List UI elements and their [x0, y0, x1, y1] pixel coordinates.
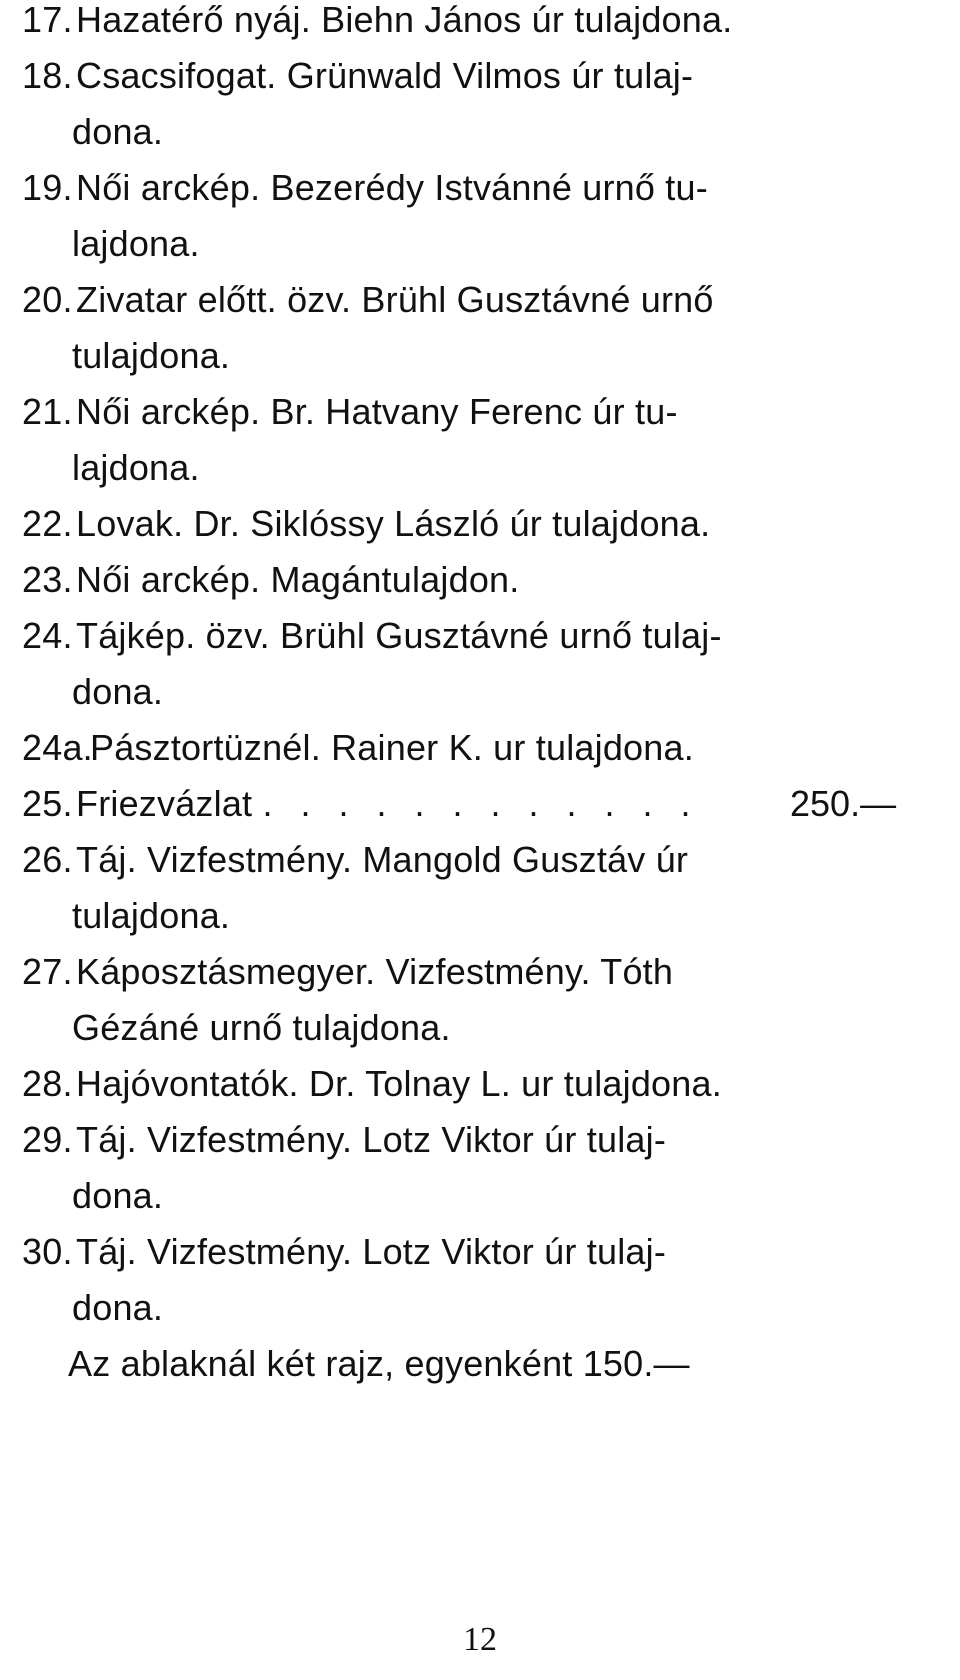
entry-27-continuation [22, 1006, 451, 1050]
entry-text-continued: tulajdona. [72, 895, 231, 936]
entry-30 [22, 1230, 666, 1274]
entry-text: Táj. Vizfestmény. Lotz Viktor úr tulaj- [76, 1231, 667, 1272]
entry-text-continued: dona. [72, 111, 164, 152]
entry-28 [22, 1062, 722, 1106]
entry-number: 28. [22, 1063, 73, 1104]
entry-21 [22, 390, 678, 434]
entry-text: Tájkép. özv. Brühl Gusztávné urnő tulaj- [76, 615, 722, 656]
entry-24-continuation [22, 670, 163, 714]
entry-number: 30. [22, 1231, 73, 1272]
entry-text: Káposztásmegyer. Vizfestmény. Tóth [76, 951, 674, 992]
entry-20-continuation [22, 334, 230, 378]
entry-text: Hajóvontatók. Dr. Tolnay L. ur tulajdona. [76, 1063, 722, 1104]
entry-text: Női arckép. Br. Hatvany Ferenc úr tu- [76, 391, 678, 432]
entry-number: 18. [22, 55, 73, 96]
entry-25 [22, 782, 700, 826]
entry-26 [22, 838, 688, 882]
entry-25-price: 250.— [790, 783, 897, 824]
entry-number: 26. [22, 839, 73, 880]
entry-30-continuation [22, 1286, 163, 1330]
entry-18-continuation [22, 110, 163, 154]
entry-text: Női arckép. Bezerédy Istvánné urnő tu- [76, 167, 708, 208]
entry-text-continued: dona. [72, 671, 164, 712]
entry-number: 21. [22, 391, 73, 432]
entry-29-continuation [22, 1174, 163, 1218]
entry-number: 24. [22, 615, 73, 656]
entry-text-continued: lajdona. [72, 223, 200, 264]
entry-27 [22, 950, 673, 994]
entry-text: Zivatar előtt. özv. Brühl Gusztávné urnő [76, 279, 714, 320]
entry-text: Csacsifogat. Grünwald Vilmos úr tulaj- [76, 55, 694, 96]
entry-20 [22, 278, 714, 322]
entry-24a [22, 726, 694, 770]
entry-text: Lovak. Dr. Siklóssy László úr tulajdona. [76, 503, 711, 544]
entry-text: Táj. Vizfestmény. Lotz Viktor úr tulaj- [76, 1119, 667, 1160]
entry-17 [22, 0, 732, 42]
leader-dots: . . . . . . . . . . . . [262, 783, 700, 824]
entry-number: 25. [22, 783, 73, 824]
entry-19-continuation [22, 222, 200, 266]
entry-text: Női arckép. Magántulajdon. [76, 559, 520, 600]
entry-number: 20. [22, 279, 73, 320]
entry-text-continued: tulajdona. [72, 335, 231, 376]
entry-number: 24a. [22, 727, 93, 768]
entry-23 [22, 558, 519, 602]
entry-21-continuation [22, 446, 200, 490]
footer-note [68, 1342, 690, 1386]
entry-number: 22. [22, 503, 73, 544]
page-number: 12 [463, 1621, 497, 1658]
entry-number: 27. [22, 951, 73, 992]
entry-text-continued: dona. [72, 1175, 164, 1216]
entry-29 [22, 1118, 666, 1162]
entry-18 [22, 54, 693, 98]
entry-number: 29. [22, 1119, 73, 1160]
footer-note-text: Az ablaknál két rajz, egyenként 150.— [68, 1343, 690, 1384]
entry-24 [22, 614, 722, 658]
entry-text-continued: lajdona. [72, 447, 200, 488]
entry-text: Friezvázlat [76, 783, 253, 824]
entry-text: Táj. Vizfestmény. Mangold Gusztáv úr [76, 839, 689, 880]
entry-22 [22, 502, 710, 546]
entry-19 [22, 166, 708, 210]
entry-number: 19. [22, 167, 73, 208]
entry-text-continued: dona. [72, 1287, 164, 1328]
entry-number: 23. [22, 559, 73, 600]
entry-number: 17. [22, 0, 73, 40]
entry-text: Hazatérő nyáj. Biehn János úr tulajdona. [76, 0, 733, 40]
entry-26-continuation [22, 894, 230, 938]
entry-text: Pásztortüznél. Rainer K. ur tulajdona. [90, 727, 694, 768]
entry-text-continued: Gézáné urnő tulajdona. [72, 1007, 451, 1048]
